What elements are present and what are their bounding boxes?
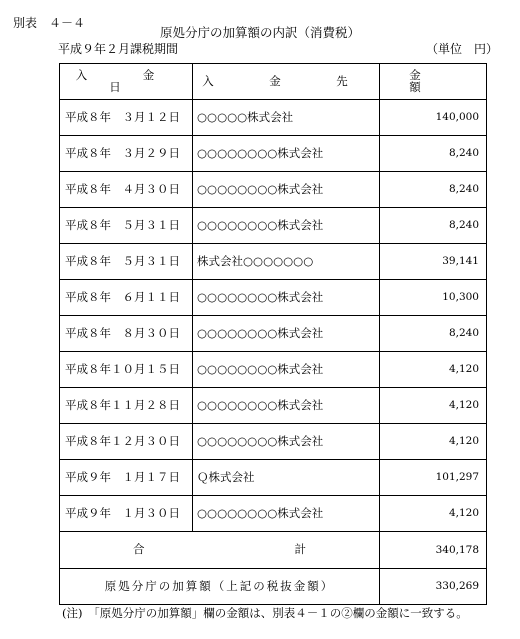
table-row bbox=[60, 172, 487, 208]
net-row bbox=[60, 569, 487, 605]
row-amount: 4,120 bbox=[380, 424, 487, 460]
row-date: 平成８年 ５月３１日 bbox=[60, 244, 193, 280]
unit-label: （単位 円） bbox=[426, 42, 499, 56]
row-amount: 10,300 bbox=[380, 280, 487, 316]
row-date: 平成８年１０月１５日 bbox=[60, 352, 193, 388]
row-date: 平成９年 １月３０日 bbox=[60, 496, 193, 532]
row-payee: ○○○○○○○○株式会社 bbox=[193, 136, 380, 172]
total-label-left: 合 bbox=[133, 542, 145, 557]
row-payee: 株式会社○○○○○○○ bbox=[193, 244, 380, 280]
row-amount: 4,120 bbox=[380, 352, 487, 388]
row-payee: ○○○○○○○○株式会社 bbox=[193, 172, 380, 208]
total-label bbox=[60, 532, 380, 569]
row-amount: 140,000 bbox=[380, 100, 487, 136]
row-payee: ○○○○○○○○株式会社 bbox=[193, 208, 380, 244]
row-amount: 8,240 bbox=[380, 316, 487, 352]
row-payee: ○○○○○○○○株式会社 bbox=[193, 496, 380, 532]
table-row bbox=[60, 316, 487, 352]
row-date: 平成８年１２月３０日 bbox=[60, 424, 193, 460]
table-row bbox=[60, 388, 487, 424]
table-row bbox=[60, 208, 487, 244]
row-date: 平成８年１１月２８日 bbox=[60, 388, 193, 424]
row-payee: ○○○○○○○○株式会社 bbox=[193, 316, 380, 352]
row-amount: 8,240 bbox=[380, 136, 487, 172]
net-amount: 330,269 bbox=[380, 569, 487, 605]
row-date: 平成８年 ３月１２日 bbox=[60, 100, 193, 136]
total-label-right: 計 bbox=[294, 542, 306, 557]
table-row bbox=[60, 100, 487, 136]
table-row bbox=[60, 280, 487, 316]
row-payee: Ｑ株式会社 bbox=[193, 460, 380, 496]
table-row bbox=[60, 136, 487, 172]
total-amount: 340,178 bbox=[380, 532, 487, 569]
table-row bbox=[60, 352, 487, 388]
column-header-date: 入 金 日 bbox=[60, 64, 193, 100]
row-payee: ○○○○○○○○株式会社 bbox=[193, 388, 380, 424]
row-payee: ○○○○○○○○株式会社 bbox=[193, 280, 380, 316]
tax-period: 平成９年２月課税期間 bbox=[58, 42, 179, 56]
row-date: 平成８年 ５月３１日 bbox=[60, 208, 193, 244]
total-row bbox=[60, 532, 487, 569]
table-row bbox=[60, 460, 487, 496]
net-label: 原処分庁の加算額（上記の税抜金額） bbox=[60, 569, 380, 605]
table-row bbox=[60, 424, 487, 460]
row-amount: 39,141 bbox=[380, 244, 487, 280]
row-amount: 4,120 bbox=[380, 388, 487, 424]
breakdown-table bbox=[59, 63, 505, 605]
document-title: 原処分庁の加算額の内訳（消費税） bbox=[159, 25, 360, 40]
document-reference: 別表 ４－４ bbox=[13, 16, 86, 30]
column-header-payee: 入 金 先 bbox=[193, 64, 380, 100]
row-date: 平成８年 ３月２９日 bbox=[60, 136, 193, 172]
column-header-amount: 金 額 bbox=[380, 64, 487, 100]
table-row bbox=[60, 496, 487, 532]
row-date: 平成８年 ６月１１日 bbox=[60, 280, 193, 316]
row-amount: 101,297 bbox=[380, 460, 487, 496]
row-amount: 8,240 bbox=[380, 172, 487, 208]
row-amount: 4,120 bbox=[380, 496, 487, 532]
row-payee: ○○○○○○○○株式会社 bbox=[193, 424, 380, 460]
table-header-row bbox=[60, 64, 487, 100]
footnote: (注) 「原処分庁の加算額」欄の金額は、別表４－１の②欄の金額に一致する。 bbox=[62, 606, 468, 620]
row-date: 平成９年 １月１７日 bbox=[60, 460, 193, 496]
row-date: 平成８年 ４月３０日 bbox=[60, 172, 193, 208]
table-row bbox=[60, 244, 487, 280]
row-payee: ○○○○○○○○株式会社 bbox=[193, 352, 380, 388]
row-payee: ○○○○○株式会社 bbox=[193, 100, 380, 136]
row-date: 平成８年 ８月３０日 bbox=[60, 316, 193, 352]
row-amount: 8,240 bbox=[380, 208, 487, 244]
